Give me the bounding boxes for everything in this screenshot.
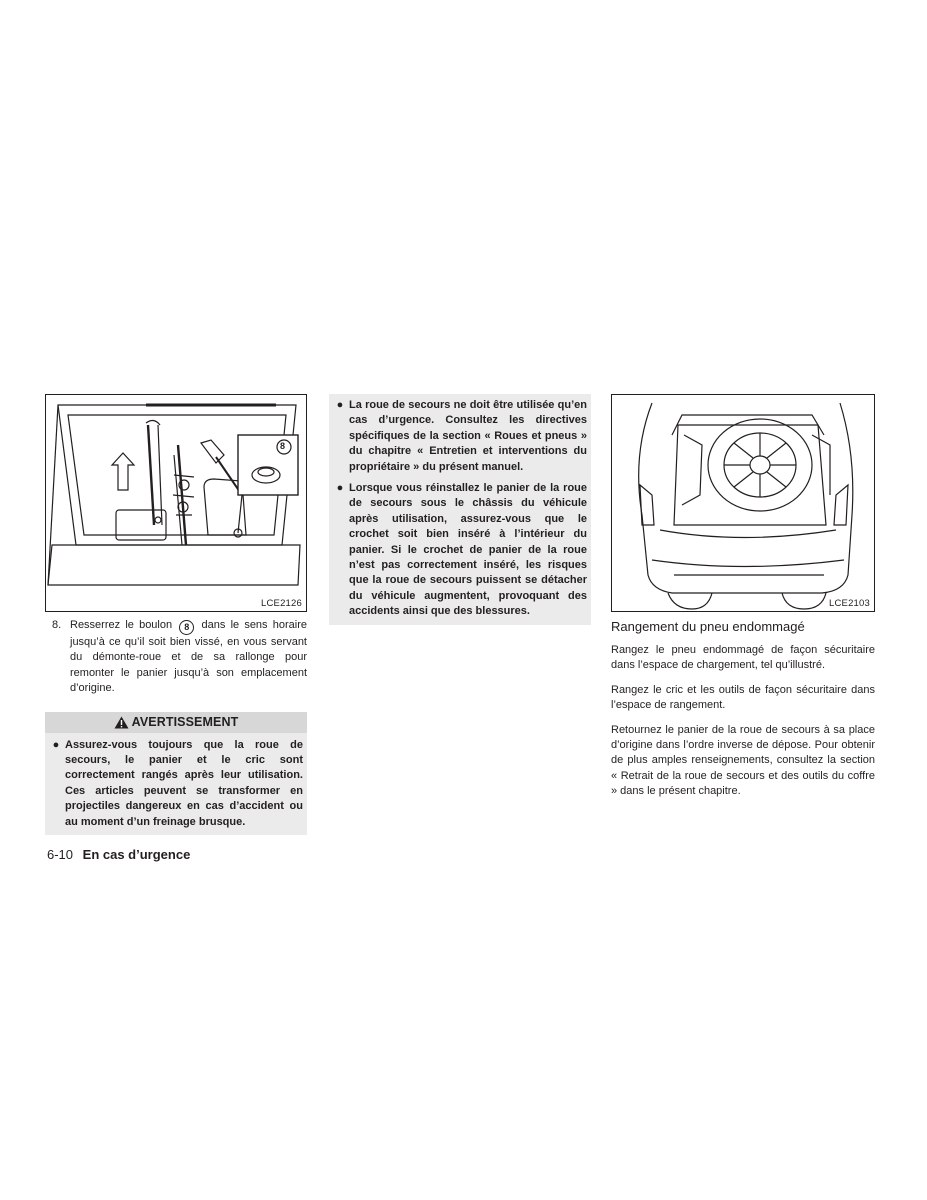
step-number: 8. — [52, 619, 62, 631]
warning-triangle-icon — [114, 716, 129, 729]
middle-column — [329, 394, 591, 625]
bullet-dot-icon: ● — [336, 399, 344, 411]
warning-bullet — [45, 738, 303, 830]
page-number: 6-10 — [47, 847, 74, 862]
step-text-after: dans le sens horaire jusqu’à ce qu’il soit bien vissé, en vous servant du démonte-roue et de sa rallonge pour remonter le panier jusqu’à son emplacement d’origine. — [70, 619, 307, 695]
paragraph: Rangez le cric et les outils de façon sécuritaire dans l’espace de rangement. — [611, 683, 875, 712]
caution-box — [329, 394, 591, 625]
caution-bullet — [329, 481, 587, 620]
figure-callout-8: 8 — [280, 441, 286, 451]
damaged-tire-storage-illustration — [611, 394, 875, 612]
caution-bullet — [329, 398, 587, 475]
page-footer — [47, 847, 190, 862]
step-text-before: Resserrez le boulon — [70, 619, 173, 631]
caution-bullet-text: La roue de secours ne doit être utilisée qu’en cas d’urgence. Consultez les directives spécifiques de la section « Roues et pneus » du chapitre « Entretien et interventions du propriétaire » du présent manuel. — [349, 399, 587, 473]
callout-8-icon: 8 — [179, 620, 194, 635]
chapter-title: En cas d’urgence — [82, 847, 191, 862]
paragraph: Rangez le pneu endommagé de façon sécuritaire dans l’espace de chargement, tel qu’illustré. — [611, 644, 875, 672]
warning-header — [45, 712, 307, 733]
section-heading: Rangement du pneu endommagé — [611, 619, 805, 634]
step-8 — [45, 618, 307, 697]
cargo-drawing — [612, 395, 874, 611]
warning-bullet-text: Assurez-vous toujours que la roue de secours, le panier et le cric sont correctement rangés après leur utilisation. Ces articles peuvent se transformer en projectiles dangereux en cas d’accident ou au moment d’un freinage brusque. — [65, 738, 303, 828]
warning-box — [45, 712, 307, 835]
right-column — [611, 394, 875, 809]
warning-body — [45, 733, 307, 835]
paragraph: Retournez le panier de la roue de secours à sa place d’origine dans l’ordre inverse de dépose. Pour obtenir de plus amples renseignements, consultez la section « Retrait de la roue de secours et des outils du coffre » dans le présent chapitre. — [611, 723, 875, 798]
step-text — [70, 618, 307, 697]
figure-code: LCE2103 — [828, 598, 870, 609]
bullet-dot-icon: ● — [336, 482, 344, 495]
tools-drawing — [46, 395, 306, 611]
spare-tire-tools-illustration — [45, 394, 307, 612]
bullet-dot-icon: ● — [52, 738, 60, 751]
figure-code: LCE2126 — [260, 598, 302, 609]
caution-bullet-text: Lorsque vous réinstallez le panier de la roue de secours sous le châssis du véhicule après utilisation, assurez-vous que le crochet soit bien inséré à l’intérieur du panier. Si le crochet de panier de la roue n’est pas correctement inséré, les risques que la roue de secours puissent se détacher du véhicule augmentent, provoquant des accidents ainsi que des blessures. — [349, 482, 587, 618]
left-column — [45, 394, 307, 835]
warning-title: AVERTISSEMENT — [131, 715, 239, 730]
